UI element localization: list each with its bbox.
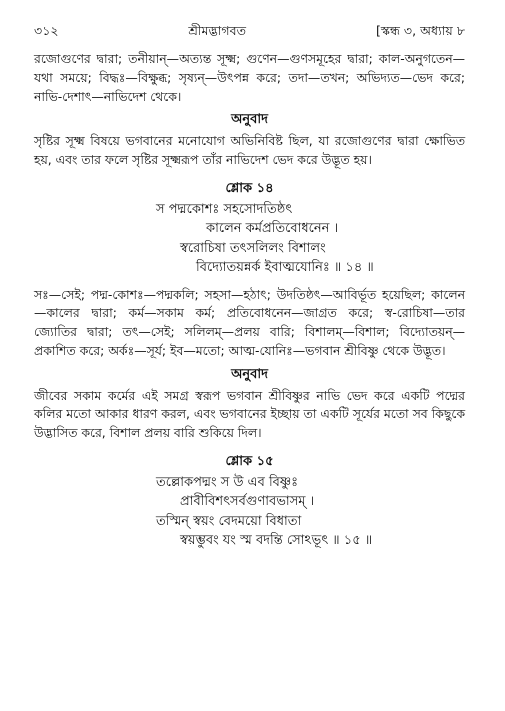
word-meanings-14: সঃ—সেই; পদ্ম-কোশঃ—পদ্মকলি; সহসা—হঠাৎ; উদতিষ্ঠৎ—আবির্ভূত হয়েছিল; কালেন—কালের দ্বারা; কর্ম—সকাম কর্ম; প্রতিবোধনেন—জাগ্রত করে; স্ব-রোচিষা—তার জ্যোতির দ্বারা; তৎ—সেই; সলিলম্—প্রলয় বারি; বিশালম্—বিশাল; বিদ্যোতয়ন্—প্রকাশিত করে; অর্কঃ—সূর্য; ইব—মতো; আত্ম-যোনিঃ—ভগবান শ্রীবিষ্ণু থেকে উদ্ভূত। (34, 286, 465, 358)
verse-line: তস্মিন্ স্বয়ং বেদময়ো বিধাতা (156, 513, 302, 529)
translation-heading: অনুবাদ (231, 112, 268, 128)
verse-line: স পদ্মকোশঃ সহসোদতিষ্ঠৎ (156, 201, 293, 217)
translation-text: সৃষ্টির সূক্ষ্ম বিষয়ে ভগবানের মনোযোগ অভিনিবিষ্ট ছিল, যা রজোগুণের দ্বারা ক্ষোভিত হয়, এবং তার ফলে সৃষ্টির সূক্ষ্মরূপ তাঁর নাভিদেশ ভেদ করে উদ্ভূত হয়। (34, 133, 465, 167)
book-title: শ্রীমদ্ভাগবত (188, 23, 247, 38)
verse-line: বিদ্যোতয়ন্নর্ক ইবাত্মযোনিঃ ॥ ১৪ ॥ (196, 260, 374, 276)
word-meanings-top: রজোগুণের দ্বারা; তনীয়ান্—অত্যন্ত সূক্ষ্ম; গুণেন—গুণসমূহের দ্বারা; কাল-অনুগতেন—যথা সময়ে; বিদ্ধঃ—বিক্ষুব্ধ; সৃষ্যন্—উৎপন্ন করে; তদা—তখন; অভিদ্যত—ভেদ করে; নাভি-দেশাৎ—নাভিদেশ থেকে। (34, 51, 465, 104)
section-reference: [স্কন্ধ ৩, অধ্যায় ৮ (375, 23, 465, 38)
verse-line: স্বয়ম্ভুবং যং স্ম বদন্তি সোঽভূৎ ॥ ১৫ ॥ (180, 533, 373, 549)
translation-heading: অনুবাদ (231, 366, 268, 382)
verse-line: প্রাবীবিশৎসর্বগুণাবভাসম্ । (180, 494, 315, 510)
verse-14-title: শ্লোক ১৪ (225, 180, 274, 196)
verse-line: স্বরোচিষা তৎসলিলং বিশালং (180, 240, 326, 256)
verse-line: কালেন কর্মপ্রতিবোধনেন । (206, 221, 339, 237)
verse-15-text (34, 473, 465, 551)
verse-line: তল্লোকপদ্মং স উ এব বিষ্ণুঃ (156, 474, 299, 490)
verse-15-title: শ্লোক ১৫ (225, 453, 274, 469)
verse-14-text (34, 200, 465, 278)
translation-text: জীবের সকাম কর্মের এই সমগ্র স্বরূপ ভগবান শ্রীবিষ্ণুর নাভি ভেদ করে একটি পদ্মের কলির মতো আকার ধারণ করল, এবং ভগবানের ইচ্ছায় তা একটি সূর্যের মতো সব কিছুকে উদ্ভাসিত করে, বিশাল প্রলয় বারি শুকিয়ে দিল। (34, 387, 465, 441)
page-number: ৩১২ (34, 23, 59, 38)
page-header (34, 22, 465, 42)
